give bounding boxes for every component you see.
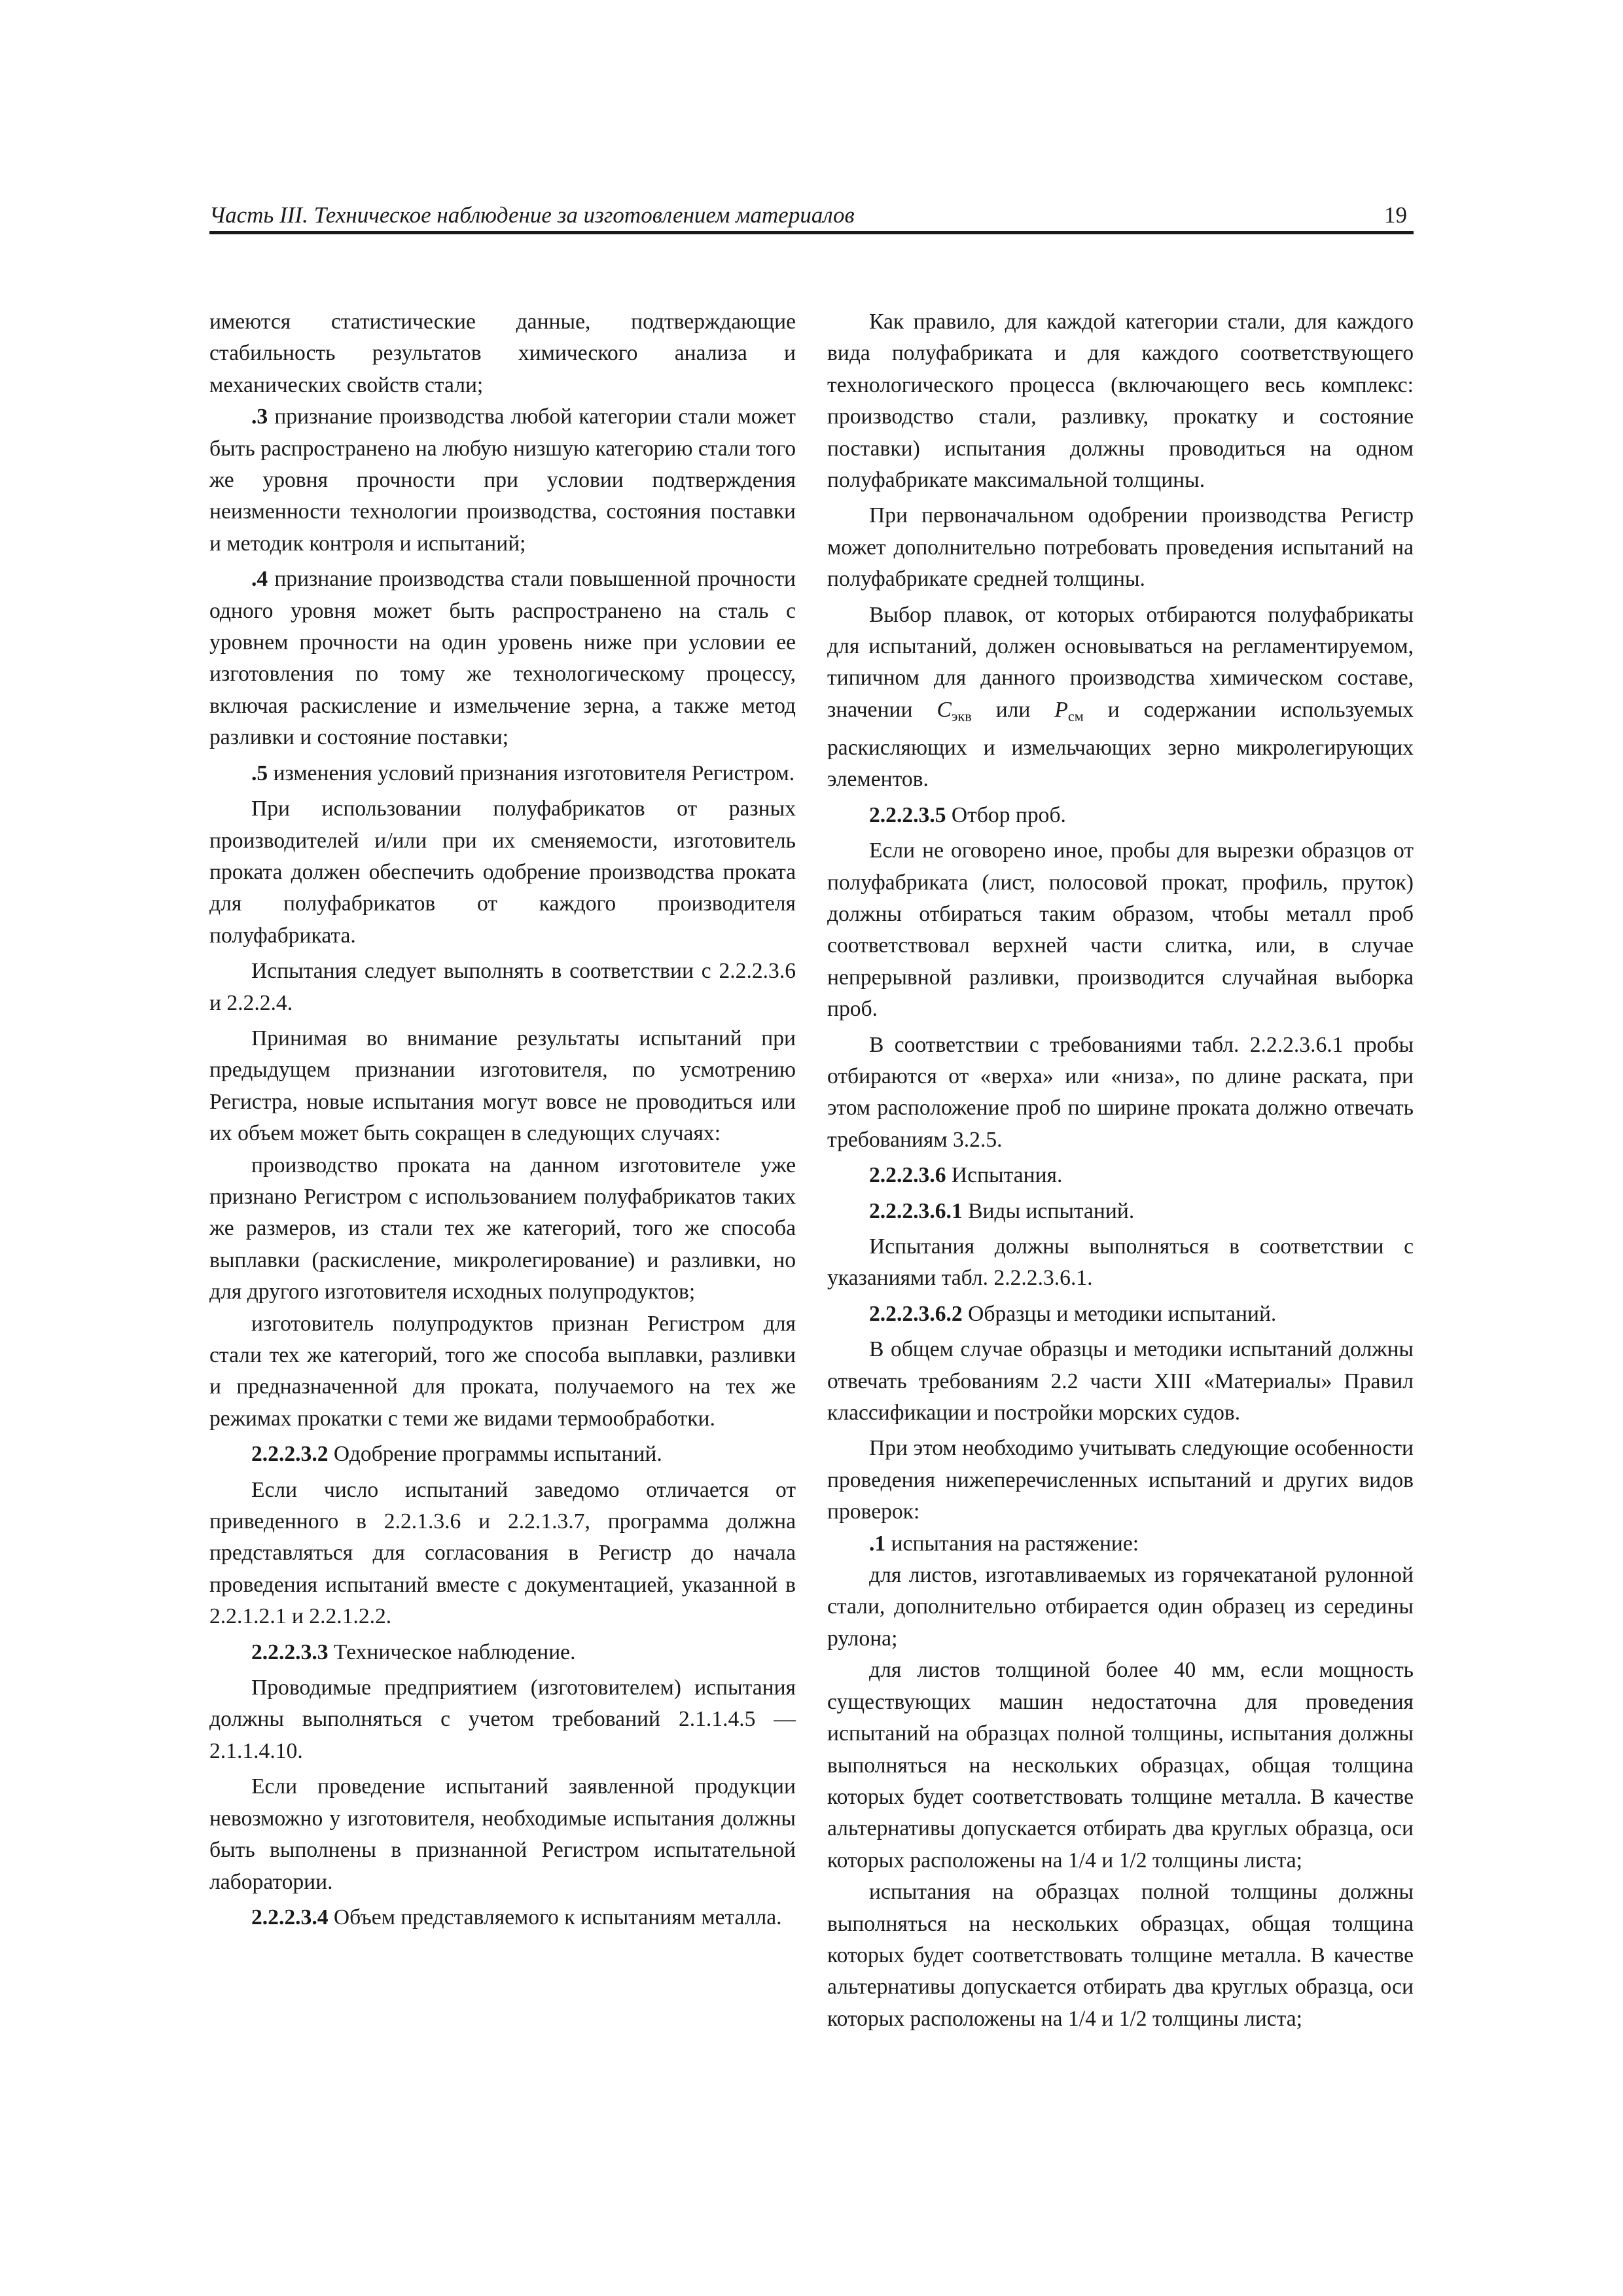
item-text: признание производства стали повышенной прочности одного уровня может быть распространено на сталь с уровнем прочности на один уровень ниже при условии ее изготовления по тому же технологическому процессу, включая раскисление и измельчение зерна, а также метод разливки и состояние поставки; xyxy=(209,567,796,750)
running-title: Часть III. Техническое наблюдение за изготовлением материалов xyxy=(209,202,855,228)
paragraph: для листов толщиной более 40 мм, если мощность существующих машин недостаточна для проведения испытаний на образцах полной толщины, испытания должны выполняться на нескольких образцах, общая толщина которых будет соответствовать толщине металла. В качестве альтернативы допускается отбирать два круглых образца, оси которых расположены на 1/4 и 1/2 толщины листа; xyxy=(827,1658,1414,1873)
item-number: .5 xyxy=(251,761,268,785)
section-title: Отбор проб. xyxy=(946,802,1066,827)
section-heading xyxy=(827,1196,1414,1227)
left-column xyxy=(209,306,796,1933)
paragraph: имеются статистические данные, подтверждающие стабильность результатов химического анализа и механических свойств стали; xyxy=(209,310,796,397)
paragraph: Проводимые предприятием (изготовителем) испытания должны выполняться с учетом требований 2.1.1.4.5 — 2.1.1.4.10. xyxy=(209,1676,796,1763)
text-run: или xyxy=(971,697,1055,722)
section-title: Техническое наблюдение. xyxy=(328,1640,576,1664)
page-header xyxy=(209,198,1414,232)
section-number: 2.2.2.3.6 xyxy=(869,1163,946,1188)
right-column xyxy=(827,306,1414,2035)
paragraph: Если не оговорено иное, пробы для вырезки образцов от полуфабриката (лист, полосовой прокат, профиль, пруток) должны отбираться таким образом, чтобы металл проб соответствовал верхней части слитка, или, в случае непрерывной разливки, производится случайная выборка проб. xyxy=(827,838,1414,1022)
item-text: испытания на растяжение: xyxy=(885,1531,1139,1556)
section-number: 2.2.2.3.2 xyxy=(251,1442,329,1467)
header-rule xyxy=(209,231,1414,234)
paragraph: Принимая во внимание результаты испытаний при предыдущем признании изготовителя, по усмотрению Регистра, новые испытания могут вовсе не проводиться или их объем может быть сокращен в следующих случаях: xyxy=(209,1026,796,1146)
section-title: Образцы и методики испытаний. xyxy=(962,1301,1277,1326)
symbol-subscript: см xyxy=(1067,708,1084,725)
list-item xyxy=(209,401,796,560)
paragraph: При первоначальном одобрении производства Регистр может дополнительно потребовать проведения испытаний на полуфабрикате средней толщины. xyxy=(827,503,1414,592)
section-heading xyxy=(827,1160,1414,1191)
section-number: 2.2.2.3.4 xyxy=(251,1905,329,1929)
section-title: Испытания. xyxy=(946,1163,1063,1188)
section-title: Объем представляемого к испытаниям металла. xyxy=(328,1905,782,1929)
paragraph: В соответствии с требованиями табл. 2.2.2.3.6.1 пробы отбираются от «верха» или «низа», по длине раската, при этом расположение проб по ширине проката должно отвечать требованиям 3.2.5. xyxy=(827,1032,1414,1152)
text-run: Выбор плавок, от которых отбираются полуфабрикаты для испытаний, должен основываться на регламентируемом, типичном для данного производства химическом составе, значении xyxy=(827,602,1414,722)
page-number: 19 xyxy=(1384,202,1407,228)
paragraph: Если число испытаний заведомо отличается от приведенного в 2.2.1.3.6 и 2.2.1.3.7, программа должна представляться для согласования в Регистр до начала проведения испытаний вместе с документацией, указанной в 2.2.1.2.1 и 2.2.1.2.2. xyxy=(209,1477,796,1629)
paragraph: Если проведение испытаний заявленной продукции невозможно у изготовителя, необходимые испытания должны быть выполнены в признанной Регистром испытательной лаборатории. xyxy=(209,1774,796,1894)
paragraph: испытания на образцах полной толщины должны выполняться на нескольких образцах, общая толщина которых будет соответствовать толщине металла. В качестве альтернативы допускается отбирать два круглых образца, оси которых расположены на 1/4 и 1/2 толщины листа; xyxy=(827,1880,1414,2031)
list-item xyxy=(827,1528,1414,1560)
paragraph: При использовании полуфабрикатов от разных производителей и/или при их сменяемости, изготовитель проката должен обеспечить одобрение производства проката для полуфабрикатов от каждого производителя полуфабриката. xyxy=(209,797,796,948)
paragraph: В общем случае образцы и методики испытаний должны отвечать требованиям 2.2 части XIII «Материалы» Правил классификации и постройки морских судов. xyxy=(827,1337,1414,1426)
paragraph: Испытания следует выполнять в соответствии с 2.2.2.3.6 и 2.2.2.4. xyxy=(209,959,796,1015)
paragraph: При этом необходимо учитывать следующие особенности проведения нижеперечисленных испытаний и других видов проверок: xyxy=(827,1436,1414,1524)
section-title: Одобрение программы испытаний. xyxy=(328,1442,662,1467)
text-run: и содержании используемых раскисляющих и измельчающих зерно микролегирующих элементов. xyxy=(827,697,1414,792)
item-text: признание производства любой категории стали может быть распространено на любую низшую категорию стали того же уровня прочности при условии подтверждения неизменности технологии производства, состояния поставки и методик контроля и испытаний; xyxy=(209,404,796,556)
item-text: изменения условий признания изготовителя Регистром. xyxy=(268,761,795,785)
paragraph: для листов, изготавливаемых из горячекатаной рулонной стали, дополнительно отбирается один образец из середины рулона; xyxy=(827,1563,1414,1651)
section-number: 2.2.2.3.6.2 xyxy=(869,1301,963,1326)
item-number: .1 xyxy=(869,1531,886,1556)
paragraph: Испытания должны выполняться в соответствии с указаниями табл. 2.2.2.3.6.1. xyxy=(827,1234,1414,1291)
list-item xyxy=(209,758,796,789)
section-heading xyxy=(827,1299,1414,1330)
item-number: .3 xyxy=(251,404,268,429)
list-item xyxy=(209,564,796,753)
section-title: Виды испытаний. xyxy=(962,1198,1135,1223)
symbol-letter: P xyxy=(1054,697,1068,722)
section-heading xyxy=(827,800,1414,831)
symbol-p xyxy=(1054,697,1084,725)
section-number: 2.2.2.3.6.1 xyxy=(869,1198,963,1223)
section-number: 2.2.2.3.5 xyxy=(869,802,946,827)
symbol-subscript: экв xyxy=(951,708,972,725)
symbol-c xyxy=(936,697,972,725)
section-heading xyxy=(209,1637,796,1668)
section-heading xyxy=(209,1439,796,1470)
symbol-letter: C xyxy=(936,697,952,722)
paragraph: изготовитель полупродуктов признан Регистром для стали тех же категорий, того же способа выплавки, разливки и предназначенной для проката, получаемого на тех же режимах прокатки с теми же видами термообработки. xyxy=(209,1311,796,1431)
paragraph: Как правило, для каждой категории стали, для каждого вида полуфабриката и для каждого соответствующего технологического процесса (включающего весь комплекс: производство стали, разливку, прокатку и состояние поставки) испытания должны проводиться на одном полуфабрикате максимальной толщины. xyxy=(827,310,1414,493)
paragraph: производство проката на данном изготовителе уже признано Регистром с использованием полуфабрикатов таких же размеров, из стали тех же категорий, того же способа выплавки (раскисление, микролегирование) и разливки, но для другого изготовителя исходных полупродуктов; xyxy=(209,1153,796,1304)
section-heading xyxy=(209,1902,796,1933)
section-number: 2.2.2.3.3 xyxy=(251,1640,329,1664)
item-number: .4 xyxy=(251,567,268,592)
paragraph xyxy=(827,600,1414,796)
